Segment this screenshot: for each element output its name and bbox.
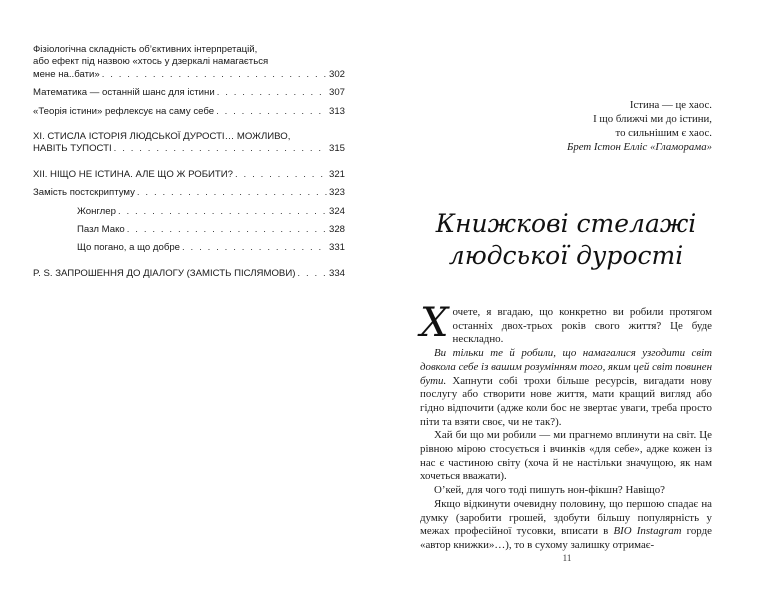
toc-page-number: 302 [328, 68, 345, 80]
toc-entry-row [33, 106, 345, 118]
toc-leader-dots [127, 224, 327, 236]
toc-leader-dots [102, 69, 327, 81]
toc-entry-row [33, 87, 345, 99]
toc-entry [33, 169, 345, 181]
toc-entry-title: Жонглер [77, 205, 116, 217]
chapter-body [420, 300, 712, 553]
chapter-title [420, 208, 712, 272]
toc-page-number: 331 [328, 242, 345, 254]
toc-leader-dots [235, 169, 327, 181]
paragraph [420, 498, 712, 553]
toc-entry-title: Пазл Мако [77, 224, 125, 236]
toc-entry-title: Замість постскриптуму [33, 187, 135, 199]
epigraph-line: то сильнішим є хаос. [615, 127, 712, 139]
page-number: 11 [562, 553, 572, 563]
toc-entry [33, 206, 345, 218]
toc-entry-title-line: або ефект під назвою «хтось у дзеркалі намагається [33, 56, 269, 68]
paragraph [420, 300, 712, 347]
paragraph-italic-text: Ви тільки те й робили, що намагалися узгодити світ довкола себе із вашим розумінням того, яким цей світ повинен бути. [420, 347, 712, 387]
drop-cap: Х [420, 300, 449, 346]
toc-leader-dots [297, 268, 327, 280]
toc-page-number: 334 [328, 267, 345, 279]
paragraph-text: очете, я вгадаю, що конкретно ви робили протягом останніх двох-трьох років свого життя? Це буде нескладно. [452, 306, 712, 346]
toc-entry [33, 268, 345, 280]
paragraph-text: Якщо відкинути очевидну половину, що першою спадає на думку (заробити грошей, здобути більшу популярність у межах професійної тусовки, вписати в [420, 497, 712, 538]
toc-leader-dots [137, 187, 327, 199]
toc-entry-row [77, 206, 345, 218]
chapter-title-line: Книжкові стелажі [435, 209, 697, 238]
toc-entry [33, 242, 345, 254]
epigraph-line: І що ближчі ми до істини, [593, 113, 712, 125]
toc-page-number: 323 [328, 187, 345, 199]
epigraph-line: Істина — це хаос. [629, 99, 712, 111]
toc-page-number: 307 [328, 87, 345, 99]
toc-entry-row [33, 268, 345, 280]
toc-entry [33, 87, 345, 99]
toc-entry [33, 44, 345, 81]
toc-entry-title: P. S. ЗАПРОШЕННЯ ДО ДІАЛОГУ (ЗАМІСТЬ ПІСЛЯМОВИ) [33, 267, 296, 279]
toc-leader-dots [118, 206, 327, 218]
toc-entry-title: Математика — останній шанс для істини [33, 87, 215, 99]
paragraph: Хай би що ми робили — ми прагнемо вплинути на світ. Це рівною мірою стосується і вчинків «для себе», адже кожен із нас є частиною світу (хоча й не настільки значущою, як нам хочеться вважати). [420, 429, 712, 483]
toc-entry-title-line: Фізіологічна складність об’єктивних інтерпретацій, [33, 44, 258, 55]
toc-entry-row [33, 187, 345, 199]
toc-page-number: 321 [328, 168, 345, 180]
chapter-title-line: людської дурості [448, 241, 684, 270]
toc-entry-title-line: XI. СТИСЛА ІСТОРІЯ ЛЮДСЬКОЇ ДУРОСТІ… МОЖЛИВО, [33, 131, 291, 143]
toc-entry-row [77, 242, 345, 254]
toc-entry-row [33, 169, 345, 181]
toc-page-number: 315 [328, 143, 345, 155]
toc-entry [33, 187, 345, 199]
toc-leader-dots [217, 87, 327, 99]
toc-entry-row [77, 224, 345, 236]
paragraph: О’кей, для чого тоді пишуть нон-фікшн? Навіщо? [434, 484, 665, 497]
toc-entry [33, 224, 345, 236]
epigraph [452, 98, 712, 154]
paragraph-italic-text: BIO Instagram [613, 525, 682, 538]
paragraph-text: горде «автор книжки»…), то в сухому залишку отримає- [420, 525, 712, 551]
toc-page-number: 313 [328, 105, 345, 117]
toc-entry-row [33, 69, 345, 81]
toc-entry-title: «Теорія істини» рефлексує на саму себе [33, 105, 215, 117]
toc-entry-row [33, 143, 345, 155]
toc-page-number: 328 [328, 224, 345, 236]
table-of-contents [33, 44, 345, 280]
epigraph-author: Брет Істон Елліс «Гламорама» [566, 141, 712, 153]
toc-entry-title: XII. НІЩО НЕ ІСТИНА. АЛЕ ЩО Ж РОБИТИ? [33, 168, 234, 180]
toc-entry-title: мене на..бати» [33, 68, 100, 80]
paragraph [420, 347, 712, 429]
toc-page-number: 324 [328, 205, 345, 217]
toc-leader-dots [182, 242, 327, 254]
toc-leader-dots [114, 143, 327, 155]
toc-entry-title: НАВІТЬ ТУПОСТІ [33, 143, 112, 155]
toc-entry [33, 131, 345, 156]
toc-leader-dots [216, 106, 327, 118]
toc-entry-title: Що погано, а що добре [77, 242, 181, 254]
paragraph-text: Хапнути собі трохи більше ресурсів, вигадати нову послугу або створити нове життя, мати кращий вигляд або гідно відпочити (адже коли бос не звертає уваги, треба просто піти та взяти своє, чи не так?). [420, 374, 712, 428]
toc-entry [33, 106, 345, 118]
